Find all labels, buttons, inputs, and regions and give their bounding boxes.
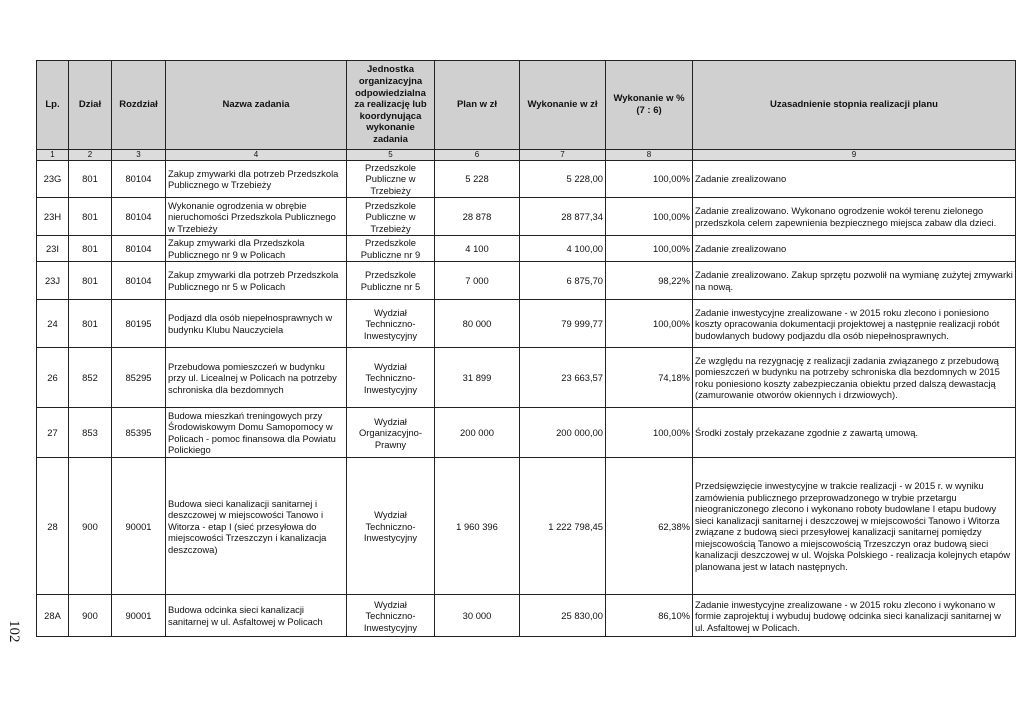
cell-rozdzial: 80104 [112, 236, 166, 262]
cell-jednostka: Przedszkole Publiczne nr 5 [347, 262, 435, 300]
cell-procent: 74,18% [606, 348, 693, 408]
header-lp: Lp. [37, 61, 69, 150]
table-row [37, 262, 1016, 300]
col-number: 1 [37, 150, 69, 161]
table-row [37, 348, 1016, 408]
cell-procent: 100,00% [606, 198, 693, 236]
col-number: 5 [347, 150, 435, 161]
cell-rozdzial: 80104 [112, 198, 166, 236]
cell-dzial: 900 [69, 458, 112, 595]
cell-lp: 27 [37, 408, 69, 458]
col-number: 6 [435, 150, 520, 161]
cell-nazwa: Wykonanie ogrodzenia w obrębie nieruchomości Przedszkola Publicznego w Trzebieży [166, 198, 347, 236]
cell-plan: 30 000 [435, 595, 520, 637]
cell-rozdzial: 80195 [112, 300, 166, 348]
cell-nazwa: Podjazd dla osób niepełnosprawnych w budynku Klubu Nauczyciela [166, 300, 347, 348]
header-dzial: Dział [69, 61, 112, 150]
header-procent: Wykonanie w % (7 : 6) [606, 61, 693, 150]
cell-jednostka: Wydział Techniczno-Inwestycyjny [347, 300, 435, 348]
cell-plan: 31 899 [435, 348, 520, 408]
cell-nazwa: Przebudowa pomieszczeń w budynku przy ul. Licealnej w Policach na potrzeby schroniska dla bezdomnych [166, 348, 347, 408]
page-number: 102 [6, 620, 22, 643]
cell-wykonanie: 28 877,34 [520, 198, 606, 236]
header-nazwa: Nazwa zadania [166, 61, 347, 150]
cell-nazwa: Zakup zmywarki dla Przedszkola Publicznego nr 9 w Policach [166, 236, 347, 262]
cell-plan: 7 000 [435, 262, 520, 300]
cell-plan: 5 228 [435, 161, 520, 198]
cell-rozdzial: 85295 [112, 348, 166, 408]
table-row [37, 198, 1016, 236]
cell-procent: 100,00% [606, 236, 693, 262]
cell-lp: 28 [37, 458, 69, 595]
cell-wykonanie: 25 830,00 [520, 595, 606, 637]
cell-procent: 100,00% [606, 161, 693, 198]
cell-uzasadnienie: Zadanie inwestycyjne zrealizowane - w 2015 roku zlecono i poniesiono koszty opracowania dokumentacji projektowej a następnie realizacji robót budowlanych budowy podjazdu dla osób niepełnosprawnych. [693, 300, 1016, 348]
cell-wykonanie: 6 875,70 [520, 262, 606, 300]
cell-rozdzial: 80104 [112, 262, 166, 300]
table-row [37, 161, 1016, 198]
col-number: 2 [69, 150, 112, 161]
cell-jednostka: Przedszkole Publiczne w Trzebieży [347, 198, 435, 236]
cell-uzasadnienie: Środki zostały przekazane zgodnie z zawartą umową. [693, 408, 1016, 458]
header-plan: Plan w zł [435, 61, 520, 150]
cell-procent: 98,22% [606, 262, 693, 300]
cell-uzasadnienie: Zadanie inwestycyjne zrealizowane - w 2015 roku zlecono i wykonano w formie zaprojektuj i wybuduj budowę odcinka sieci kanalizacji sanitarnej w ul. Asfaltowej w Policach. [693, 595, 1016, 637]
col-number: 7 [520, 150, 606, 161]
cell-dzial: 853 [69, 408, 112, 458]
table-row [37, 458, 1016, 595]
cell-nazwa: Budowa mieszkań treningowych przy Środowiskowym Domu Samopomocy w Policach - pomoc finansowa dla Powiatu Polickiego [166, 408, 347, 458]
cell-rozdzial: 85395 [112, 408, 166, 458]
cell-rozdzial: 90001 [112, 595, 166, 637]
cell-plan: 4 100 [435, 236, 520, 262]
report-sheet [36, 60, 1015, 637]
cell-nazwa: Zakup zmywarki dla potrzeb Przedszkola Publicznego w Trzebieży [166, 161, 347, 198]
cell-nazwa: Zakup zmywarki dla potrzeb Przedszkola Publicznego nr 5 w Policach [166, 262, 347, 300]
cell-jednostka: Przedszkole Publiczne w Trzebieży [347, 161, 435, 198]
header-wykonanie: Wykonanie w zł [520, 61, 606, 150]
cell-lp: 23I [37, 236, 69, 262]
cell-dzial: 801 [69, 300, 112, 348]
cell-dzial: 852 [69, 348, 112, 408]
cell-uzasadnienie: Zadanie zrealizowano. Wykonano ogrodzenie wokół terenu zielonego przedszkola celem zapewnienia bezpiecznego miejsca zabaw dla dzieci. [693, 198, 1016, 236]
table-row [37, 300, 1016, 348]
cell-jednostka: Wydział Organizacyjno-Prawny [347, 408, 435, 458]
col-number: 8 [606, 150, 693, 161]
cell-uzasadnienie: Przedsięwzięcie inwestycyjne w trakcie realizacji - w 2015 r. w wyniku zamówienia publicznego przeprowadzonego w trybie przetargu nieograniczonego zlecono i wykonano roboty budowlane I etapu budowy sieci kanalizacji sanitarnej i deszczowej w miejscowości Tanowo i Witorza związane z budową sieci przesyłowej kanalizacji sanitarnej pomiędzy miejscowością Tanowo a miejscowością Trzeszczyn oraz budową sieci kanalizacji deszczowej w ul. Wojska Polskiego - realizacja kolejnych etapów planowana jest w latach następnych. [693, 458, 1016, 595]
cell-nazwa: Budowa sieci kanalizacji sanitarnej i deszczowej w miejscowości Tanowo i Witorza - etap I (sieć przesyłowa do miejscowości Trzeszczyn i kanalizacja deszczowa) [166, 458, 347, 595]
cell-rozdzial: 90001 [112, 458, 166, 595]
cell-nazwa: Budowa odcinka sieci kanalizacji sanitarnej w ul. Asfaltowej w Policach [166, 595, 347, 637]
cell-procent: 62,38% [606, 458, 693, 595]
table-row [37, 595, 1016, 637]
cell-lp: 28A [37, 595, 69, 637]
col-number: 3 [112, 150, 166, 161]
col-number: 9 [693, 150, 1016, 161]
cell-dzial: 801 [69, 262, 112, 300]
cell-wykonanie: 23 663,57 [520, 348, 606, 408]
cell-wykonanie: 4 100,00 [520, 236, 606, 262]
cell-plan: 80 000 [435, 300, 520, 348]
cell-dzial: 801 [69, 161, 112, 198]
cell-lp: 24 [37, 300, 69, 348]
cell-plan: 200 000 [435, 408, 520, 458]
budget-table [36, 60, 1016, 637]
cell-uzasadnienie: Zadanie zrealizowano. Zakup sprzętu pozwolił na wymianę zużytej zmywarki na nową. [693, 262, 1016, 300]
cell-lp: 23H [37, 198, 69, 236]
table-row [37, 408, 1016, 458]
header-rozdzial: Rozdział [112, 61, 166, 150]
col-number: 4 [166, 150, 347, 161]
cell-jednostka: Wydział Techniczno-Inwestycyjny [347, 595, 435, 637]
cell-wykonanie: 79 999,77 [520, 300, 606, 348]
cell-jednostka: Wydział Techniczno-Inwestycyjny [347, 458, 435, 595]
header-jednostka: Jednostka organizacyjna odpowiedzialna za realizację lub koordynująca wykonanie zadania [347, 61, 435, 150]
cell-wykonanie: 5 228,00 [520, 161, 606, 198]
cell-uzasadnienie: Zadanie zrealizowano [693, 161, 1016, 198]
cell-plan: 1 960 396 [435, 458, 520, 595]
cell-lp: 23J [37, 262, 69, 300]
cell-procent: 100,00% [606, 300, 693, 348]
cell-lp: 26 [37, 348, 69, 408]
cell-uzasadnienie: Zadanie zrealizowano [693, 236, 1016, 262]
cell-procent: 100,00% [606, 408, 693, 458]
cell-dzial: 801 [69, 198, 112, 236]
cell-plan: 28 878 [435, 198, 520, 236]
header-row [37, 61, 1016, 150]
cell-dzial: 801 [69, 236, 112, 262]
cell-jednostka: Wydział Techniczno-Inwestycyjny [347, 348, 435, 408]
cell-lp: 23G [37, 161, 69, 198]
header-uzasadnienie: Uzasadnienie stopnia realizacji planu [693, 61, 1016, 150]
cell-rozdzial: 80104 [112, 161, 166, 198]
cell-procent: 86,10% [606, 595, 693, 637]
cell-uzasadnienie: Ze względu na rezygnację z realizacji zadania związanego z przebudową pomieszczeń w budynku na potrzeby schroniska dla bezdomnych w 2015 roku poniesiono koszty zabezpieczania obiektu przed dalszą dewastacją (zamurowanie otworów okiennych i drzwiowych). [693, 348, 1016, 408]
cell-jednostka: Przedszkole Publiczne nr 9 [347, 236, 435, 262]
cell-dzial: 900 [69, 595, 112, 637]
cell-wykonanie: 200 000,00 [520, 408, 606, 458]
cell-wykonanie: 1 222 798,45 [520, 458, 606, 595]
table-row [37, 236, 1016, 262]
column-number-row [37, 150, 1016, 161]
